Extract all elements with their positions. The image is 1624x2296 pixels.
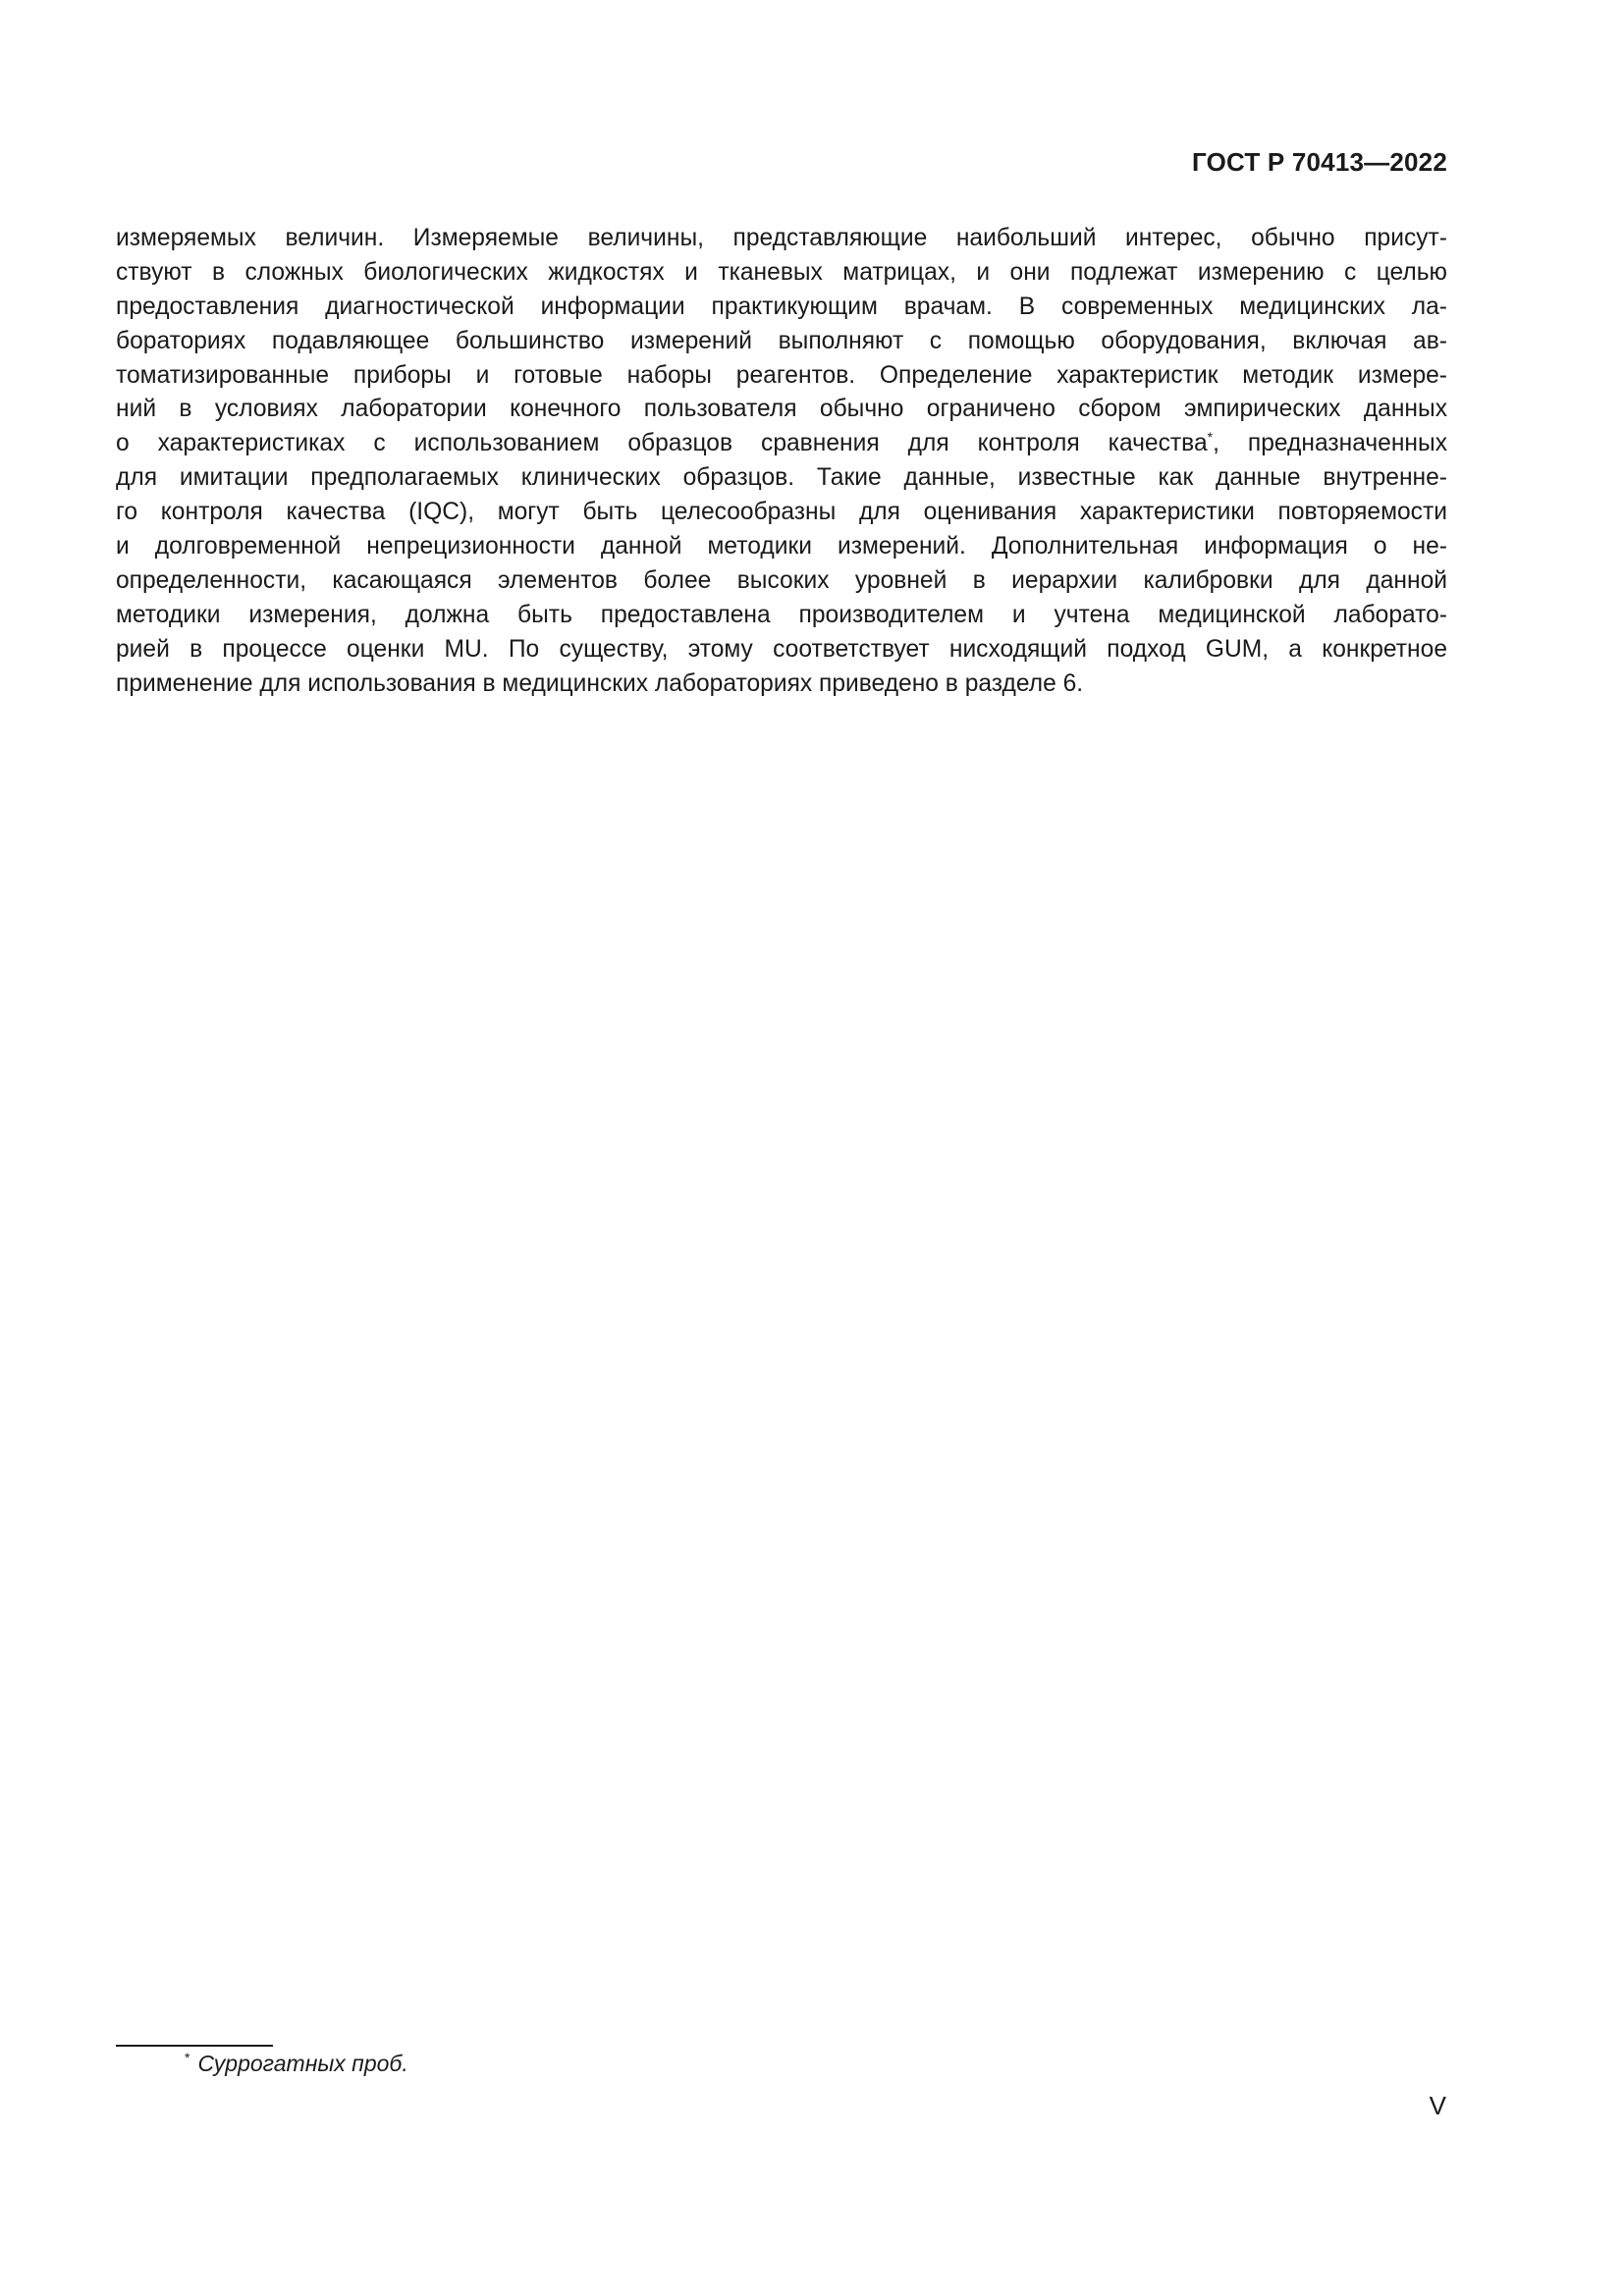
paragraph-line-part: , предназначенных <box>1213 430 1447 457</box>
paragraph-line: рией в процессе оценки MU. По существу, этому соответствует нисходящий подход GUM, а конкретное <box>116 635 1447 663</box>
paragraph-line: применение для использования в медицинских лабораториях приведено в разделе 6. <box>116 669 1084 697</box>
paragraph-line: томатизированные приборы и готовые наборы реагентов. Определение характеристик методик измере- <box>116 361 1447 389</box>
footnote-marker: * <box>185 2050 190 2066</box>
paragraph-line: го контроля качества (IQC), могут быть целесообразны для оценивания характеристики повторяемости <box>116 499 1447 526</box>
paragraph-line: ний в условиях лаборатории конечного пользователя обычно ограничено сбором эмпирических данных <box>116 396 1447 423</box>
paragraph-line-part: о характеристиках с использованием образцов сравнения для контроля качества <box>116 430 1208 457</box>
paragraph-line: ствуют в сложных биологических жидкостях и тканевых матрицах, и они подлежат измерению с целью <box>116 258 1447 286</box>
paragraph-line: определенности, касающаяся элементов более высоких уровней в иерархии калибровки для данной <box>116 566 1447 594</box>
footnote-separator <box>116 2045 273 2047</box>
paragraph-line: и долговременной непрецизионности данной методики измерений. Дополнительная информация о не- <box>116 533 1447 561</box>
body-paragraph <box>116 222 1447 701</box>
paragraph-line: бораториях подавляющее большинство измерений выполняют с помощью оборудования, включая ав- <box>116 327 1447 354</box>
footnote <box>185 2051 408 2077</box>
footnote-text: Суррогатных проб. <box>197 2051 408 2076</box>
document-code-header: ГОСТ Р 70413—2022 <box>1192 147 1447 177</box>
paragraph-line: измеряемых величин. Измеряемые величины, представляющие наибольший интерес, обычно присут- <box>116 225 1447 251</box>
paragraph-line-with-footnote <box>116 427 1447 461</box>
footnote-reference: * <box>1207 429 1214 446</box>
paragraph-line: для имитации предполагаемых клинических образцов. Такие данные, известные как данные внутренне- <box>116 464 1447 492</box>
paragraph-line: методики измерения, должна быть предоставлена производителем и учтена медицинской лаборато- <box>116 601 1447 628</box>
page-number: V <box>1429 2091 1446 2120</box>
paragraph-line: предоставления диагностической информации практикующим врачам. В современных медицинских ла- <box>116 293 1447 320</box>
